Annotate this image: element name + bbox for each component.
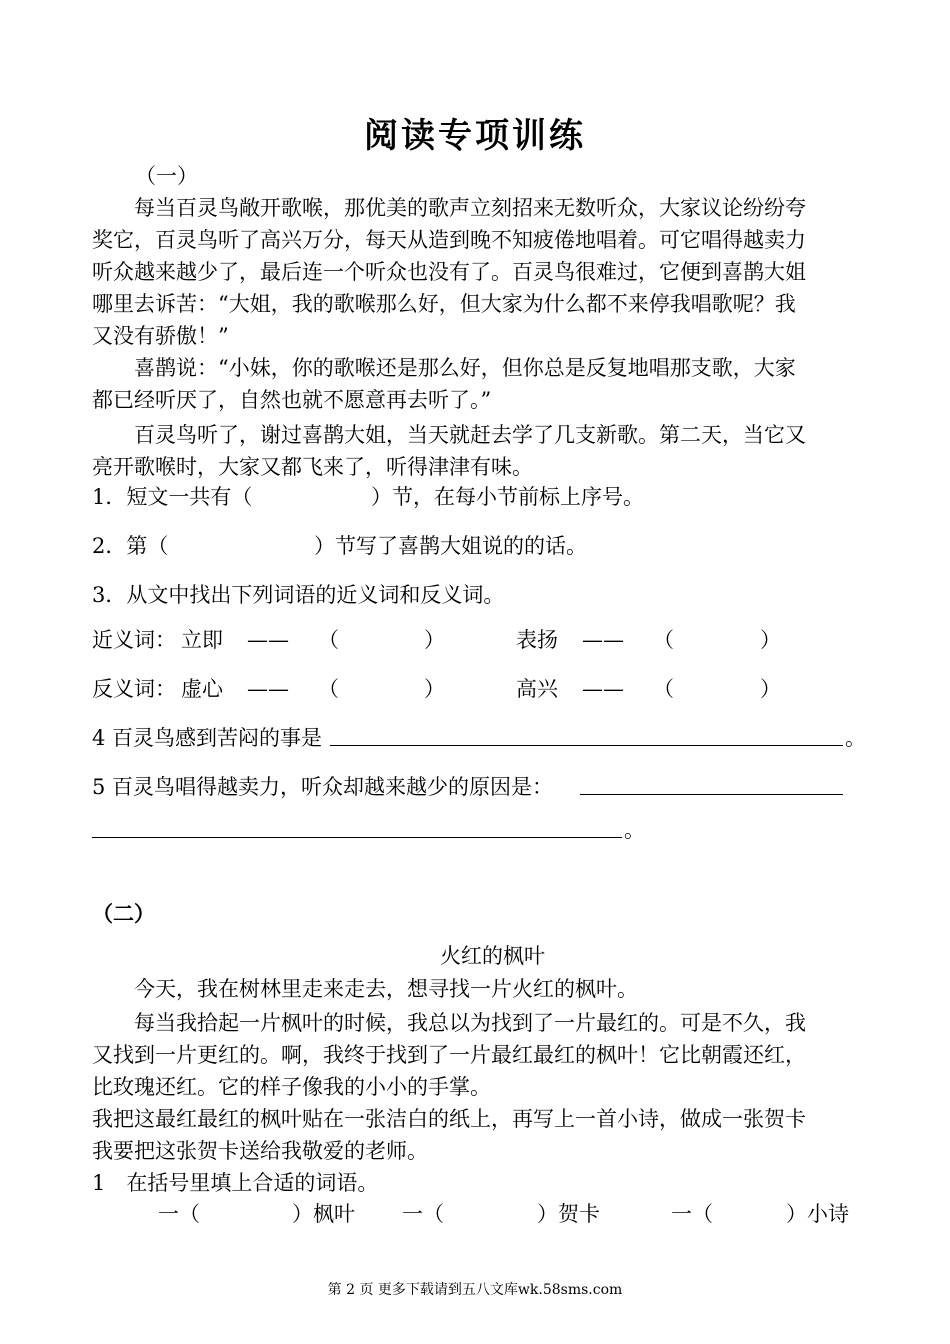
page-footer: 第 2 页 更多下载请到五八文库wk.58sms.com bbox=[327, 1282, 623, 1298]
question-5-pre: 5 百灵鸟唱得越卖力，听众却越来越少的原因是： bbox=[92, 775, 554, 799]
answer-line bbox=[580, 775, 843, 795]
dash: —— bbox=[582, 628, 624, 652]
bracket-open: （ bbox=[318, 628, 339, 652]
question-s2-1: 1 在括号里填上合适的词语。 bbox=[92, 1171, 379, 1195]
fill-post: ）小诗 bbox=[786, 1202, 849, 1226]
page-title: 阅读专项训练 bbox=[364, 116, 586, 156]
paragraph-line: 亮开歌喉时，大家又都飞来了，听得津津有味。 bbox=[92, 455, 533, 479]
question-5-post: 。 bbox=[624, 818, 645, 842]
synonym-word-1: 立即 bbox=[181, 628, 223, 652]
synonym-label: 近义词： bbox=[92, 628, 176, 652]
fill-post: ）枫叶 bbox=[292, 1202, 355, 1226]
bracket-close: ） bbox=[424, 677, 445, 701]
bracket-open: （ bbox=[653, 677, 674, 701]
paragraph-line: 每当百灵鸟敞开歌喉，那优美的歌声立刻招来无数听众，大家议论纷纷夸 bbox=[134, 196, 806, 220]
dash: —— bbox=[247, 628, 289, 652]
paragraph-line: 又找到一片更红的。啊，我终于找到了一片最红最红的枫叶！它比朝霞还红， bbox=[92, 1043, 806, 1067]
fill-pre: 一（ bbox=[158, 1202, 200, 1226]
paragraph-line: 每当我拾起一片枫叶的时候，我总以为找到了一片最红的。可是不久，我 bbox=[134, 1011, 806, 1035]
bracket-close: ） bbox=[424, 628, 445, 652]
bracket-close: ） bbox=[760, 677, 781, 701]
section-label-1: （一） bbox=[135, 164, 198, 188]
antonym-label: 反义词： bbox=[92, 677, 176, 701]
paragraph-line: 哪里去诉苦：“大姐，我的歌喉那么好，但大家为什么都不来停我唱歌呢？我 bbox=[92, 292, 796, 316]
paragraph-line: 百灵鸟听了，谢过喜鹊大姐，当天就赶去学了几支新歌。第二天，当它又 bbox=[134, 423, 806, 447]
question-2-post: ）节写了喜鹊大姐说的的话。 bbox=[314, 534, 587, 558]
question-4-post: 。 bbox=[845, 726, 866, 750]
bracket-open: （ bbox=[653, 628, 674, 652]
paragraph-line: 喜鹊说：“小妹，你的歌喉还是那么好，但你总是反复地唱那支歌，大家 bbox=[134, 356, 796, 380]
dash: —— bbox=[582, 677, 624, 701]
paragraph-line: 都已经听厌了，自然也就不愿意再去听了。” bbox=[92, 388, 492, 412]
fill-pre: 一（ bbox=[671, 1202, 713, 1226]
paragraph-line: 听众越来越少了，最后连一个听众也没有了。百灵鸟很难过，它便到喜鹊大姐 bbox=[92, 260, 806, 284]
paragraph-line: 比玫瑰还红。它的样子像我的小小的手掌。 bbox=[92, 1075, 491, 1099]
question-3: 3．从文中找出下列词语的近义词和反义词。 bbox=[92, 583, 505, 607]
bracket-open: （ bbox=[318, 677, 339, 701]
answer-line bbox=[330, 726, 843, 746]
fill-pre: 一（ bbox=[402, 1202, 444, 1226]
question-4-pre: 4 百灵鸟感到苦闷的事是 bbox=[92, 726, 323, 750]
paragraph-line: 又没有骄傲！” bbox=[92, 324, 229, 348]
antonym-word-2: 高兴 bbox=[516, 677, 558, 701]
fill-post: ）贺卡 bbox=[537, 1202, 600, 1226]
story-title: 火红的枫叶 bbox=[440, 944, 545, 968]
question-2-pre: 2．第（ bbox=[92, 534, 169, 558]
paragraph-line: 我要把这张贺卡送给我敬爱的老师。 bbox=[92, 1139, 428, 1163]
paragraph-line: 今天，我在树林里走来走去，想寻找一片火红的枫叶。 bbox=[134, 977, 638, 1001]
synonym-word-2: 表扬 bbox=[516, 628, 558, 652]
dash: —— bbox=[247, 677, 289, 701]
question-1-pre: 1．短文一共有（ bbox=[92, 485, 253, 509]
paragraph-line: 奖它，百灵鸟听了高兴万分，每天从造到晚不知疲倦地唱着。可它唱得越卖力 bbox=[92, 228, 806, 252]
section-label-2: （二） bbox=[92, 901, 155, 926]
question-1-post: ）节，在每小节前标上序号。 bbox=[371, 485, 644, 509]
bracket-close: ） bbox=[760, 628, 781, 652]
answer-line bbox=[92, 818, 622, 838]
paragraph-line: 我把这最红最红的枫叶贴在一张洁白的纸上，再写上一首小诗，做成一张贺卡 bbox=[92, 1107, 806, 1131]
antonym-word-1: 虚心 bbox=[181, 677, 223, 701]
